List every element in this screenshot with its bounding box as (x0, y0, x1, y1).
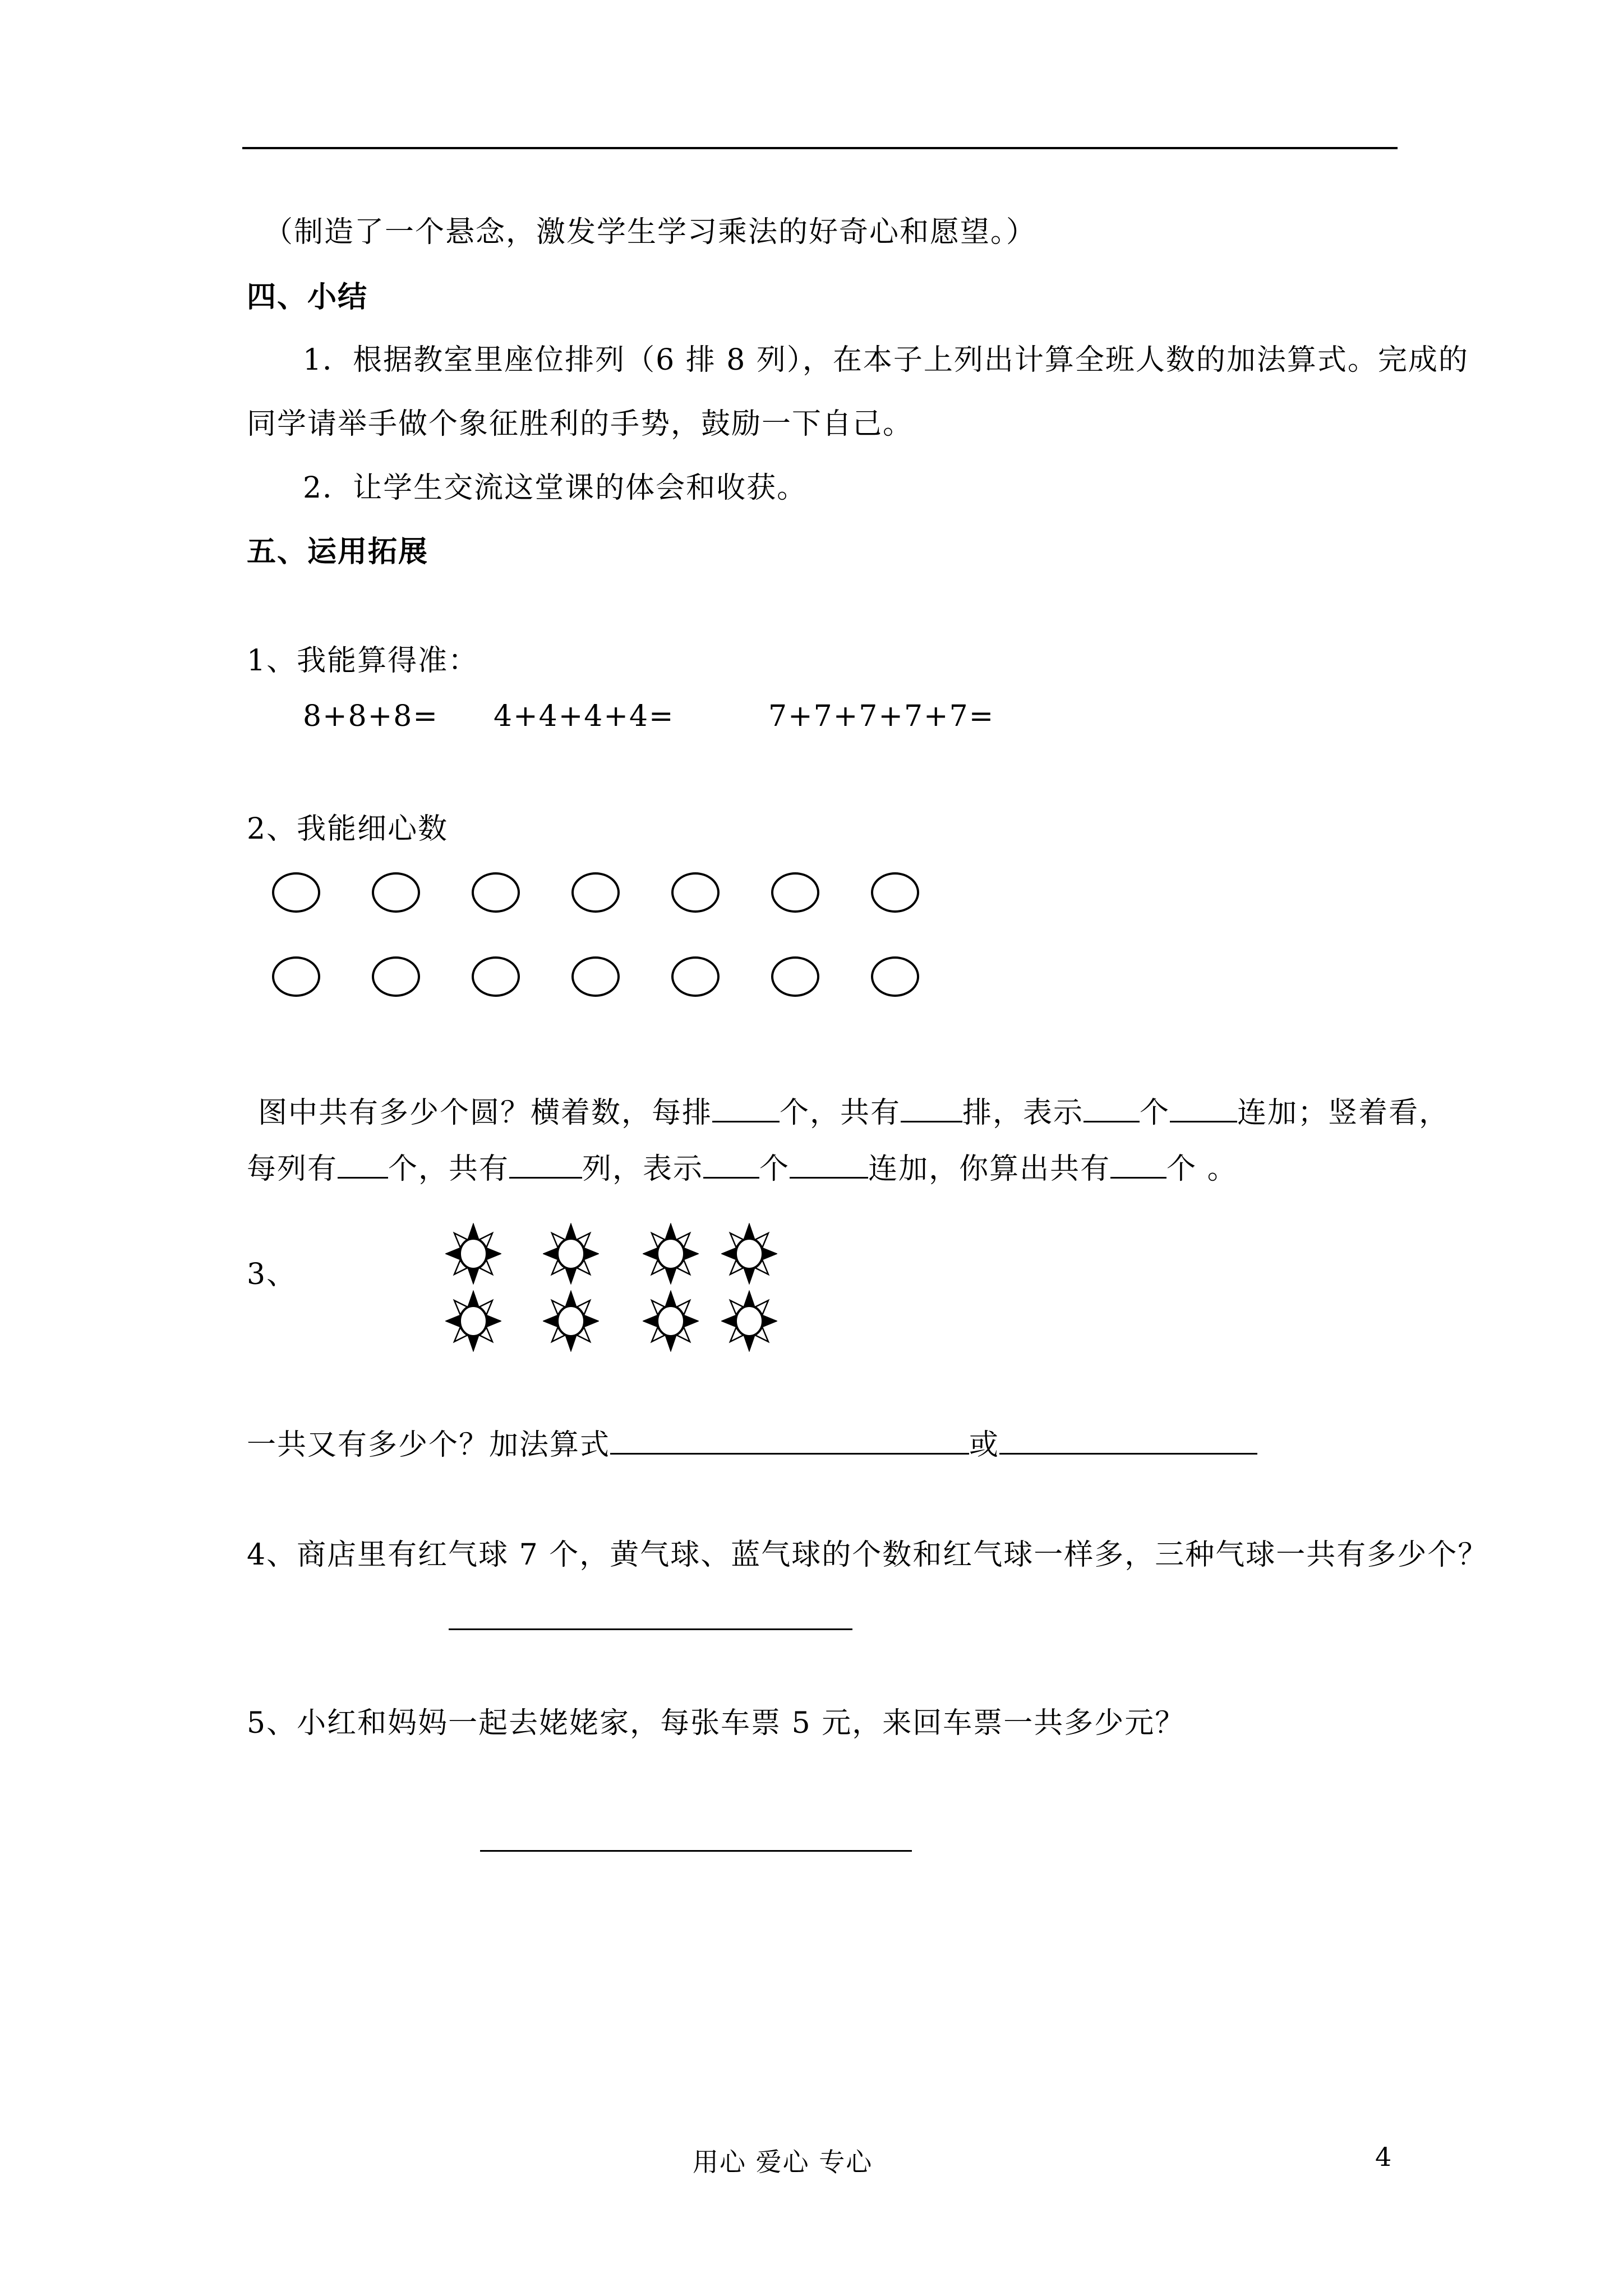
q2-line1-text5: 连加；竖着看， (1237, 1096, 1450, 1130)
q2-blank-addend-count[interactable] (1083, 1092, 1140, 1122)
circle-item (372, 872, 420, 913)
q4-question: 4、商店里有红气球 7 个，黄气球、蓝气球的个数和红气球一样多，三种气球一共有多少个？ (247, 1538, 1488, 1572)
q2-line2-text1: 每列有 (247, 1152, 338, 1186)
circle-item (771, 956, 819, 997)
q5-answer-line[interactable] (480, 1850, 912, 1852)
sun-icon (721, 1223, 777, 1287)
q3-label: 3、 (247, 1258, 297, 1291)
circle-item (771, 872, 819, 913)
q5-question: 5、小红和妈妈一起去姥姥家，每张车票 5 元，来回车票一共多少元？ (247, 1706, 1186, 1740)
q2-blank-row-count[interactable] (901, 1092, 962, 1122)
q2-blank-per-row[interactable] (712, 1092, 780, 1122)
footer-motto: 用心 爱心 专心 (693, 2147, 873, 2177)
sun-icon (543, 1290, 599, 1354)
q2-line2-text5: 连加，你算出共有 (868, 1152, 1111, 1186)
q1-expr3: 7+7+7+7+7= (768, 700, 995, 733)
section4-item2: 2．让学生交流这堂课的体会和收获。 (303, 471, 808, 505)
q3-blank-alternative[interactable] (999, 1424, 1257, 1455)
page-number: 4 (1375, 2142, 1393, 2172)
q2-line1-text4: 个 (1140, 1096, 1170, 1130)
q2-line2-text3: 列，表示 (582, 1152, 704, 1186)
q2-line1-text3: 排，表示 (962, 1096, 1084, 1130)
circle-item (272, 956, 320, 997)
q2-line2-text6: 个 。 (1166, 1152, 1238, 1186)
circle-item (472, 872, 520, 913)
circle-item (372, 956, 420, 997)
sun-icon (445, 1290, 501, 1354)
sun-icon (445, 1223, 501, 1287)
section5-title: 五、运用拓展 (247, 535, 429, 569)
q3-question (247, 1424, 1257, 1463)
circle-item (571, 872, 620, 913)
intro-note: （制造了一个悬念，激发学生学习乘法的好奇心和愿望。） (264, 215, 1037, 249)
circle-item (671, 956, 720, 997)
q2-blank-per-col[interactable] (338, 1148, 388, 1179)
circle-item (272, 872, 320, 913)
sun-icon (643, 1290, 699, 1354)
q2-line1-text2: 个，共有 (780, 1096, 901, 1130)
q2-blank-addend-count-2[interactable] (703, 1148, 759, 1179)
q3-text2: 或 (969, 1428, 1000, 1462)
q2-line2-text4: 个 (759, 1152, 790, 1186)
q2-blank-addend[interactable] (1170, 1092, 1237, 1122)
q2-line1-text1: 图中共有多少个圆？横着数，每排 (258, 1096, 713, 1130)
q2-line2-text2: 个，共有 (388, 1152, 510, 1186)
sun-icon (721, 1290, 777, 1354)
q2-blank-col-count[interactable] (509, 1148, 582, 1179)
sun-icon (643, 1223, 699, 1287)
q3-blank-addition[interactable] (610, 1424, 969, 1455)
q3-text1: 一共又有多少个？加法算式 (247, 1428, 611, 1462)
q2-blank-total[interactable] (1110, 1148, 1166, 1179)
q2-line2 (247, 1148, 1238, 1187)
q2-blank-addend-2[interactable] (790, 1148, 868, 1179)
q1-expr1: 8+8+8= (303, 700, 439, 733)
q1-title: 1、我能算得准： (247, 644, 479, 678)
header-rule (242, 147, 1398, 149)
circle-item (871, 872, 919, 913)
circle-item (671, 872, 720, 913)
q2-line1 (258, 1092, 1449, 1131)
sun-icon (543, 1223, 599, 1287)
circle-item (571, 956, 620, 997)
section4-item1-line1: 1．根据教室里座位排列（6 排 8 列），在本子上列出计算全班人数的加法算式。完成的 (303, 343, 1469, 377)
circle-item (472, 956, 520, 997)
section4-item1-line2: 同学请举手做个象征胜利的手势，鼓励一下自己。 (247, 407, 914, 441)
section4-title: 四、小结 (247, 280, 368, 314)
q2-title: 2、我能细心数 (247, 812, 449, 846)
circle-item (871, 956, 919, 997)
q1-expr2: 4+4+4+4= (494, 700, 675, 733)
q4-answer-line[interactable] (449, 1628, 852, 1630)
